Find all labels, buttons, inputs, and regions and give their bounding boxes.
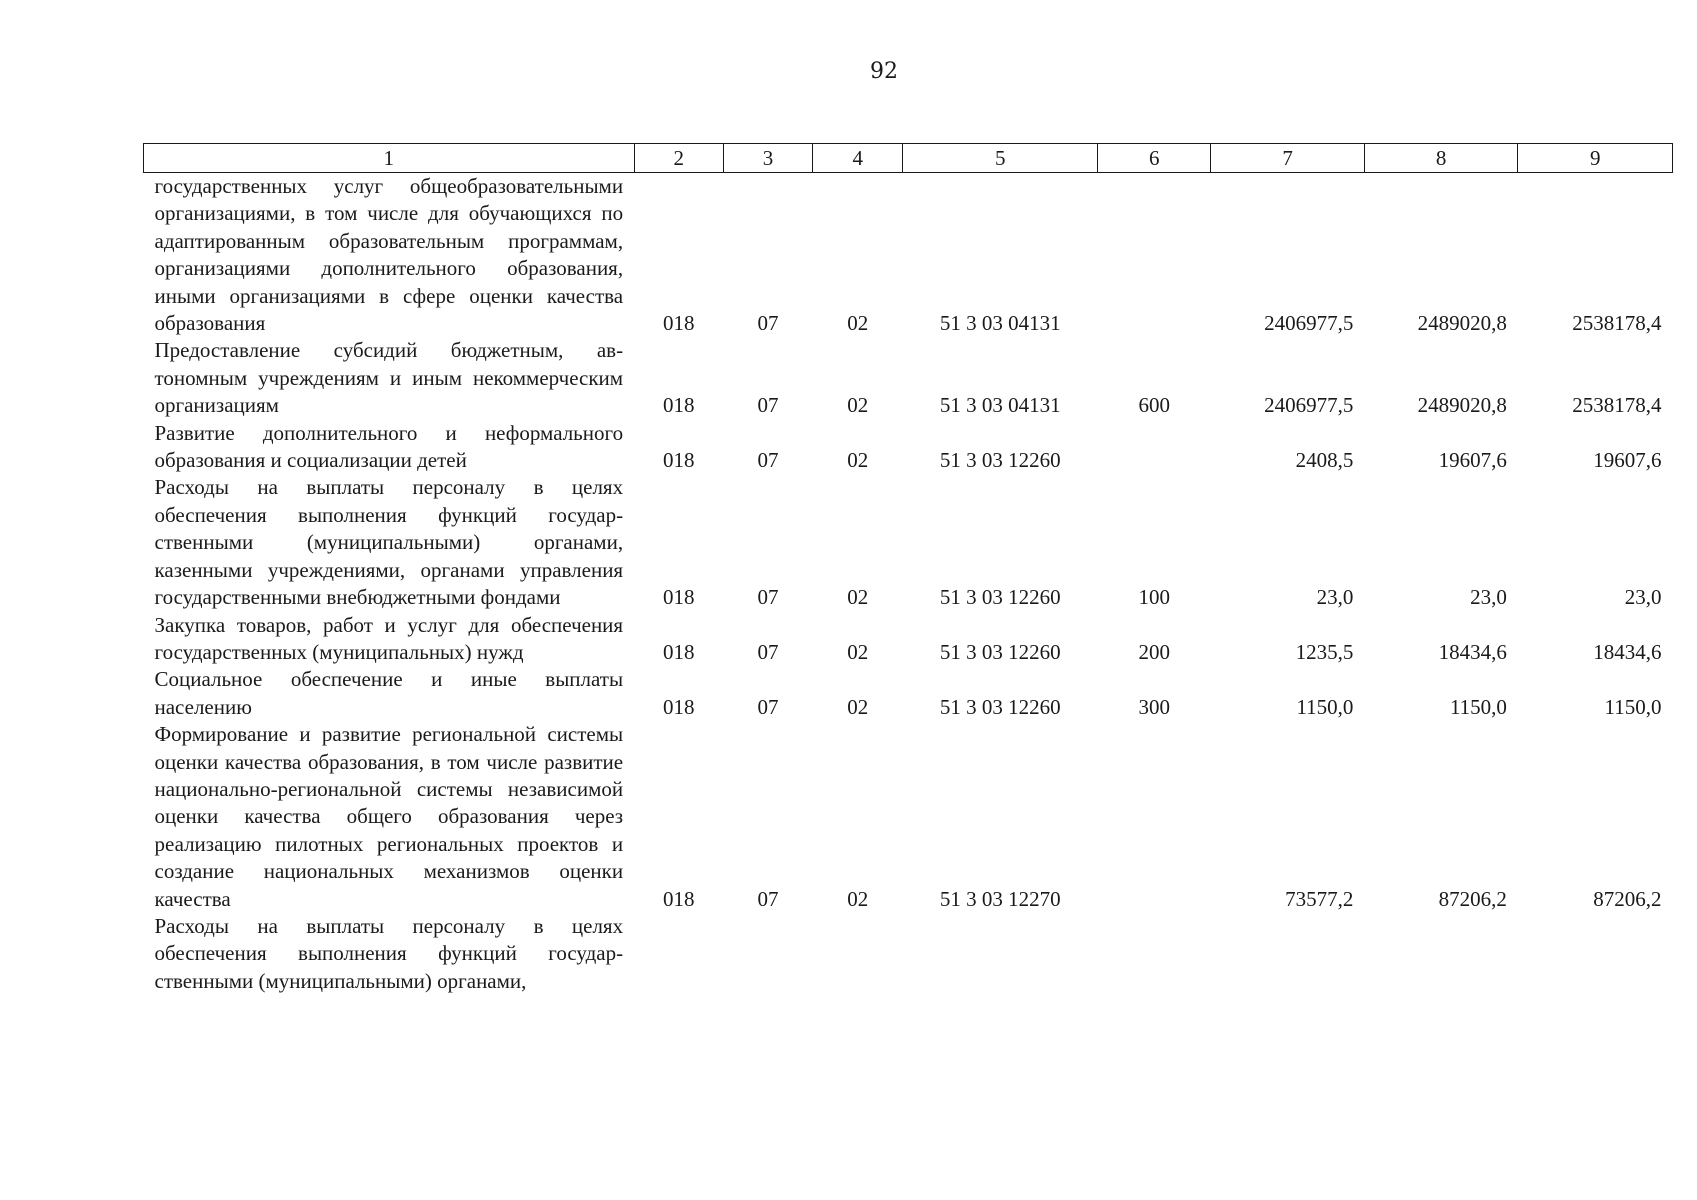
ministry-code: 018 xyxy=(662,448,695,473)
amount-col-8: 1150,0 xyxy=(1449,694,1507,719)
ministry-code: 018 xyxy=(662,886,695,911)
amount-col-9: 19607,6 xyxy=(1593,448,1662,473)
amount-col-7: 1235,5 xyxy=(1295,639,1354,664)
amount-col-7 xyxy=(1211,913,1365,995)
column-header-2: 2 xyxy=(634,144,723,173)
amount-col-9: 87206,2 xyxy=(1593,886,1662,911)
amount-col-7: 1150,0 xyxy=(1296,694,1354,719)
table-row xyxy=(144,913,1673,995)
amount-col-8: 87206,2 xyxy=(1438,886,1507,911)
ministry-code: 018 xyxy=(662,585,695,610)
expense-type-code: 200 xyxy=(1138,639,1170,664)
amount-col-9: 2538178,4 xyxy=(1572,311,1662,336)
amount-col-9 xyxy=(1518,913,1673,995)
column-header-6: 6 xyxy=(1098,144,1211,173)
column-header-1: 1 xyxy=(144,144,635,173)
expense-name: Формирование и развитие региональной системы оценки качества образования, в том числе развитие национально-региональной системы независимой оценки качества общего образования через реализацию пилотных региональных проектов и создание национальных механизмов оценки качества xyxy=(154,722,624,911)
table-row xyxy=(144,420,1673,475)
target-article-code: 51 3 03 12260 xyxy=(939,694,1061,719)
expense-type-code: 100 xyxy=(1138,585,1170,610)
subsection-code xyxy=(813,913,903,995)
expense-name: Расходы на выплаты персоналу в целях обеспечения выполнения функций государственными (муниципальными) органами, xyxy=(154,913,624,993)
amount-col-7: 2408,5 xyxy=(1295,448,1354,473)
amount-col-8: 2489020,8 xyxy=(1417,311,1507,336)
table-row xyxy=(144,666,1673,721)
table-header xyxy=(144,144,1673,173)
budget-table xyxy=(143,143,1673,995)
subsection-code: 02 xyxy=(847,585,869,610)
table-row xyxy=(144,474,1673,611)
subsection-code: 02 xyxy=(847,694,869,719)
section-code: 07 xyxy=(757,639,779,664)
ministry-code: 018 xyxy=(662,311,695,336)
section-code xyxy=(723,913,812,995)
amount-col-8 xyxy=(1364,913,1518,995)
table-body xyxy=(144,173,1673,996)
amount-col-8: 19607,6 xyxy=(1438,448,1507,473)
expense-type-code: 600 xyxy=(1138,393,1170,418)
table-row xyxy=(144,612,1673,667)
expense-type-code xyxy=(1098,913,1211,995)
header-row xyxy=(144,144,1673,173)
amount-col-7: 23,0 xyxy=(1316,585,1354,610)
section-code: 07 xyxy=(757,585,779,610)
column-header-7: 7 xyxy=(1211,144,1365,173)
column-header-3: 3 xyxy=(723,144,812,173)
page-number: 92 xyxy=(870,59,898,84)
expense-name: государственных услуг общеобразовательными организациями, в том числе для обучающихся по адаптированным образовательным программам, организациями дополнительного образования, иными организациями в сфере оценки качества образования xyxy=(154,174,624,336)
ministry-code: 018 xyxy=(662,639,695,664)
expense-name: Предоставление субсидий бюджетным, автономным учреждениям и иным некоммерческим организациям xyxy=(154,338,624,418)
table-row xyxy=(144,173,1673,338)
amount-col-7: 73577,2 xyxy=(1285,886,1354,911)
amount-col-8: 18434,6 xyxy=(1438,639,1507,664)
target-article-code: 51 3 03 12260 xyxy=(939,585,1061,610)
subsection-code: 02 xyxy=(847,886,869,911)
table-row xyxy=(144,337,1673,419)
target-article-code: 51 3 03 12260 xyxy=(939,448,1061,473)
amount-col-8: 2489020,8 xyxy=(1417,393,1507,418)
amount-col-9: 23,0 xyxy=(1624,585,1662,610)
section-code: 07 xyxy=(757,886,779,911)
expense-name: Социальное обеспечение и иные выплаты населению xyxy=(154,667,624,719)
ministry-code: 018 xyxy=(662,694,695,719)
section-code: 07 xyxy=(757,694,779,719)
expense-name: Развитие дополнительного и неформального образования и социализации детей xyxy=(154,420,624,473)
expense-type-code xyxy=(1098,721,1211,913)
subsection-code: 02 xyxy=(847,311,869,336)
subsection-code: 02 xyxy=(847,639,869,664)
table-row xyxy=(144,721,1673,913)
target-article-code: 51 3 03 12270 xyxy=(939,886,1061,911)
ministry-code xyxy=(634,913,723,995)
target-article-code: 51 3 03 04131 xyxy=(939,311,1061,336)
expense-type-code xyxy=(1098,420,1211,475)
expense-type-code: 300 xyxy=(1138,694,1170,719)
amount-col-9: 18434,6 xyxy=(1593,639,1662,664)
column-header-4: 4 xyxy=(813,144,903,173)
column-header-9: 9 xyxy=(1518,144,1673,173)
section-code: 07 xyxy=(757,393,779,418)
section-code: 07 xyxy=(757,311,779,336)
amount-col-7: 2406977,5 xyxy=(1264,311,1354,336)
subsection-code: 02 xyxy=(847,393,869,418)
column-header-8: 8 xyxy=(1364,144,1518,173)
subsection-code: 02 xyxy=(847,448,869,473)
amount-col-9: 2538178,4 xyxy=(1572,393,1662,418)
amount-col-8: 23,0 xyxy=(1470,585,1507,610)
section-code: 07 xyxy=(757,448,779,473)
target-article-code: 51 3 03 04131 xyxy=(939,393,1061,418)
amount-col-7: 2406977,5 xyxy=(1264,393,1354,418)
amount-col-9: 1150,0 xyxy=(1604,694,1662,719)
expense-name: Закупка товаров, работ и услуг для обеспечения государственных (муниципальных) нужд xyxy=(154,612,624,664)
expense-name: Расходы на выплаты персоналу в целях обеспечения выполнения функций государственными (муниципальными) органами, казенными учреждениями, органами управления государственными внебюджетными фондами xyxy=(154,475,624,610)
target-article-code: 51 3 03 12260 xyxy=(939,639,1061,664)
column-header-5: 5 xyxy=(903,144,1098,173)
target-article-code xyxy=(903,913,1098,995)
expense-type-code xyxy=(1098,173,1211,338)
ministry-code: 018 xyxy=(662,393,695,418)
